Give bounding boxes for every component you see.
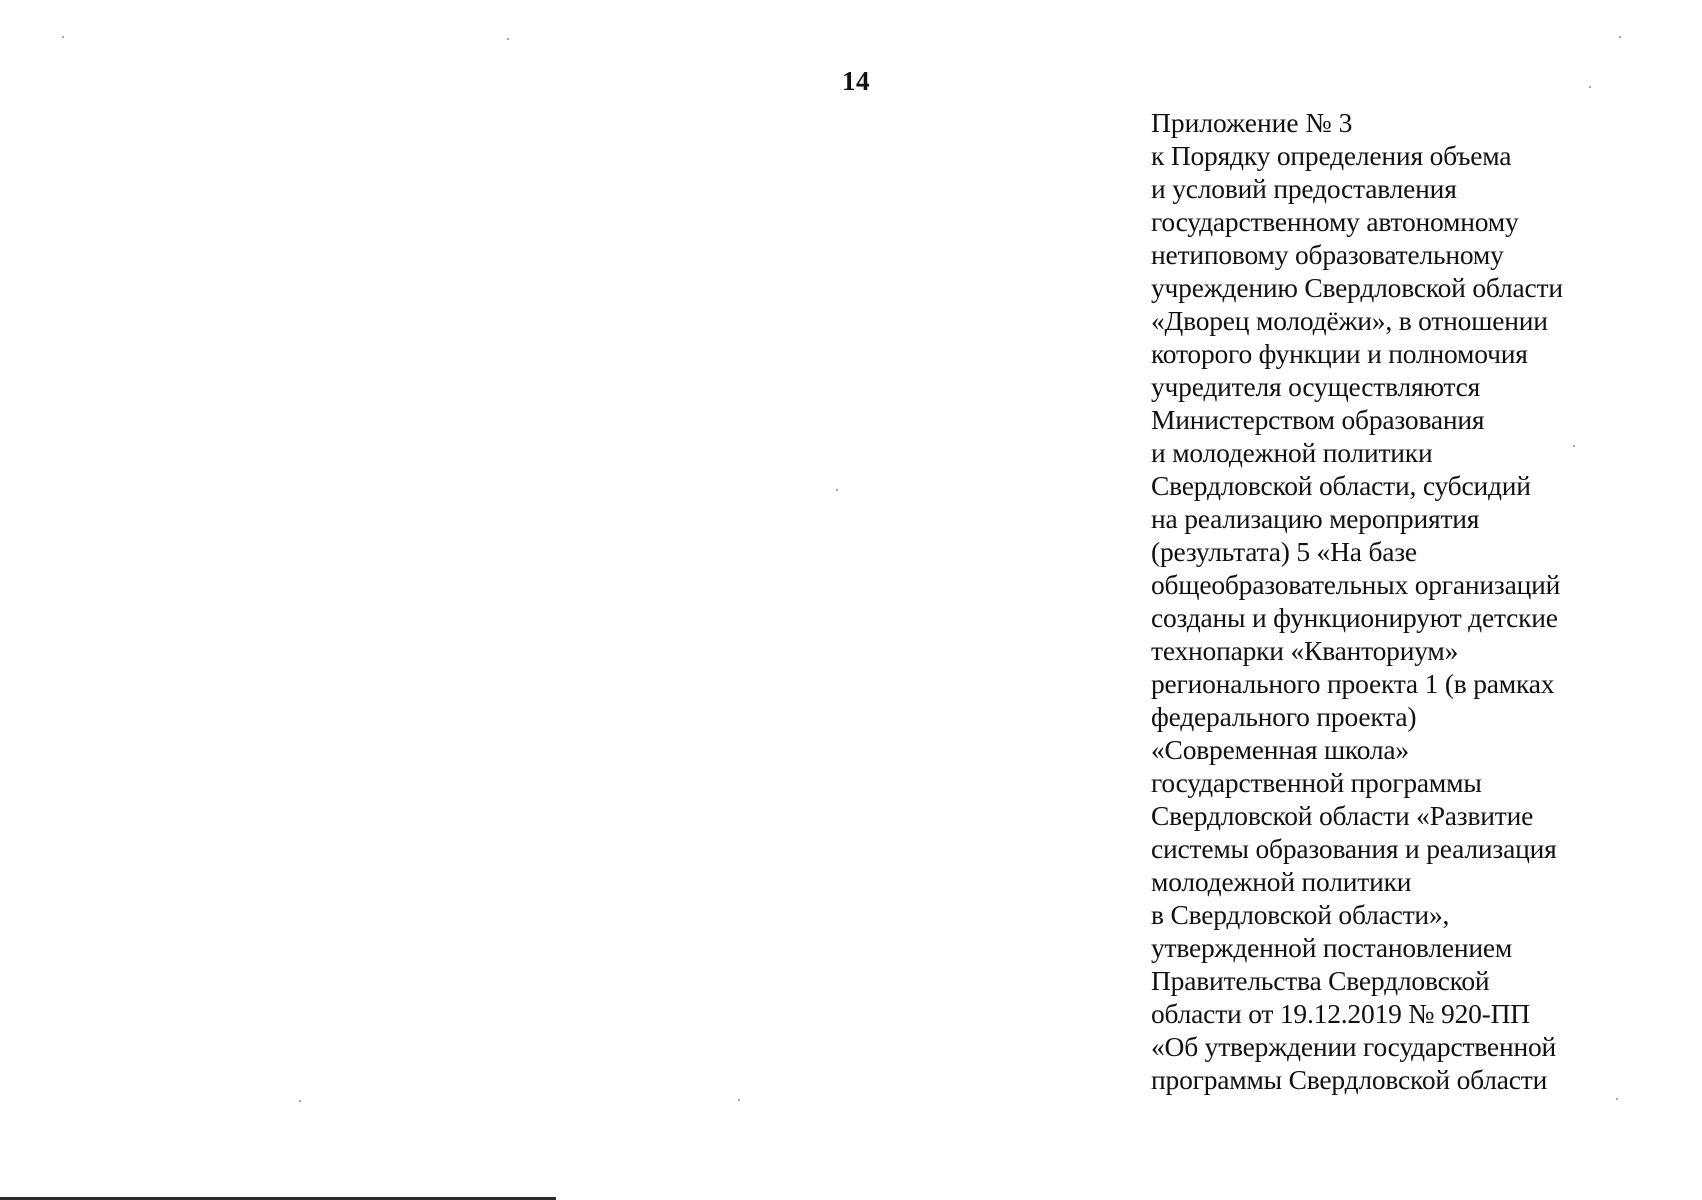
annex-line: и условий предоставления <box>1151 173 1457 204</box>
annex-line: технопарки «Кванториум» <box>1151 635 1459 666</box>
annex-line: государственному автономному <box>1151 206 1519 237</box>
annex-line: (результата) 5 «На базе <box>1151 536 1417 567</box>
scan-speck <box>62 36 64 38</box>
annex-line: Министерством образования <box>1151 404 1485 435</box>
annex-line: и молодежной политики <box>1151 437 1433 468</box>
scan-speck <box>1616 1098 1618 1100</box>
annex-line: учредителя осуществляются <box>1151 371 1481 402</box>
annex-line: утвержденной постановлением <box>1151 932 1513 963</box>
scan-speck <box>1573 445 1575 447</box>
annex-line: Свердловской области «Развитие <box>1151 800 1534 831</box>
annex-line: государственной программы <box>1151 767 1482 798</box>
annex-line: системы образования и реализация <box>1151 833 1557 864</box>
annex-line: Свердловской области, субсидий <box>1151 470 1531 501</box>
annex-line: молодежной политики <box>1151 866 1412 897</box>
scan-speck <box>738 1099 740 1101</box>
scan-speck <box>836 489 838 491</box>
annex-line: федерального проекта) <box>1151 701 1417 732</box>
annex-heading: Приложение № 3 <box>1151 107 1353 138</box>
annex-line: в Свердловской области», <box>1151 899 1450 930</box>
annex-line: учреждению Свердловской области <box>1151 272 1563 303</box>
annex-line: Правительства Свердловской <box>1151 965 1490 996</box>
annex-reference-block <box>1151 106 1671 1096</box>
scan-speck <box>299 1100 301 1102</box>
annex-line: созданы и функционируют детские <box>1151 602 1558 633</box>
annex-line: области от 19.12.2019 № 920-ПП <box>1151 998 1530 1029</box>
scan-speck <box>1589 86 1591 88</box>
annex-line: «Дворец молодёжи», в отношении <box>1151 305 1548 336</box>
annex-line: программы Свердловской области <box>1151 1064 1548 1095</box>
annex-line: «Современная школа» <box>1151 734 1409 765</box>
annex-line: нетиповому образовательному <box>1151 239 1504 270</box>
annex-line: на реализацию мероприятия <box>1151 503 1480 534</box>
annex-line: общеобразовательных организаций <box>1151 569 1561 600</box>
scan-speck <box>1619 36 1621 38</box>
page-number: 14 <box>842 66 870 96</box>
annex-line: которого функции и полномочия <box>1151 338 1528 369</box>
annex-line: к Порядку определения объема <box>1151 140 1512 171</box>
scan-speck <box>507 38 509 40</box>
annex-line: «Об утверждении государственной <box>1151 1031 1557 1062</box>
annex-line: регионального проекта 1 (в рамках <box>1151 668 1555 699</box>
